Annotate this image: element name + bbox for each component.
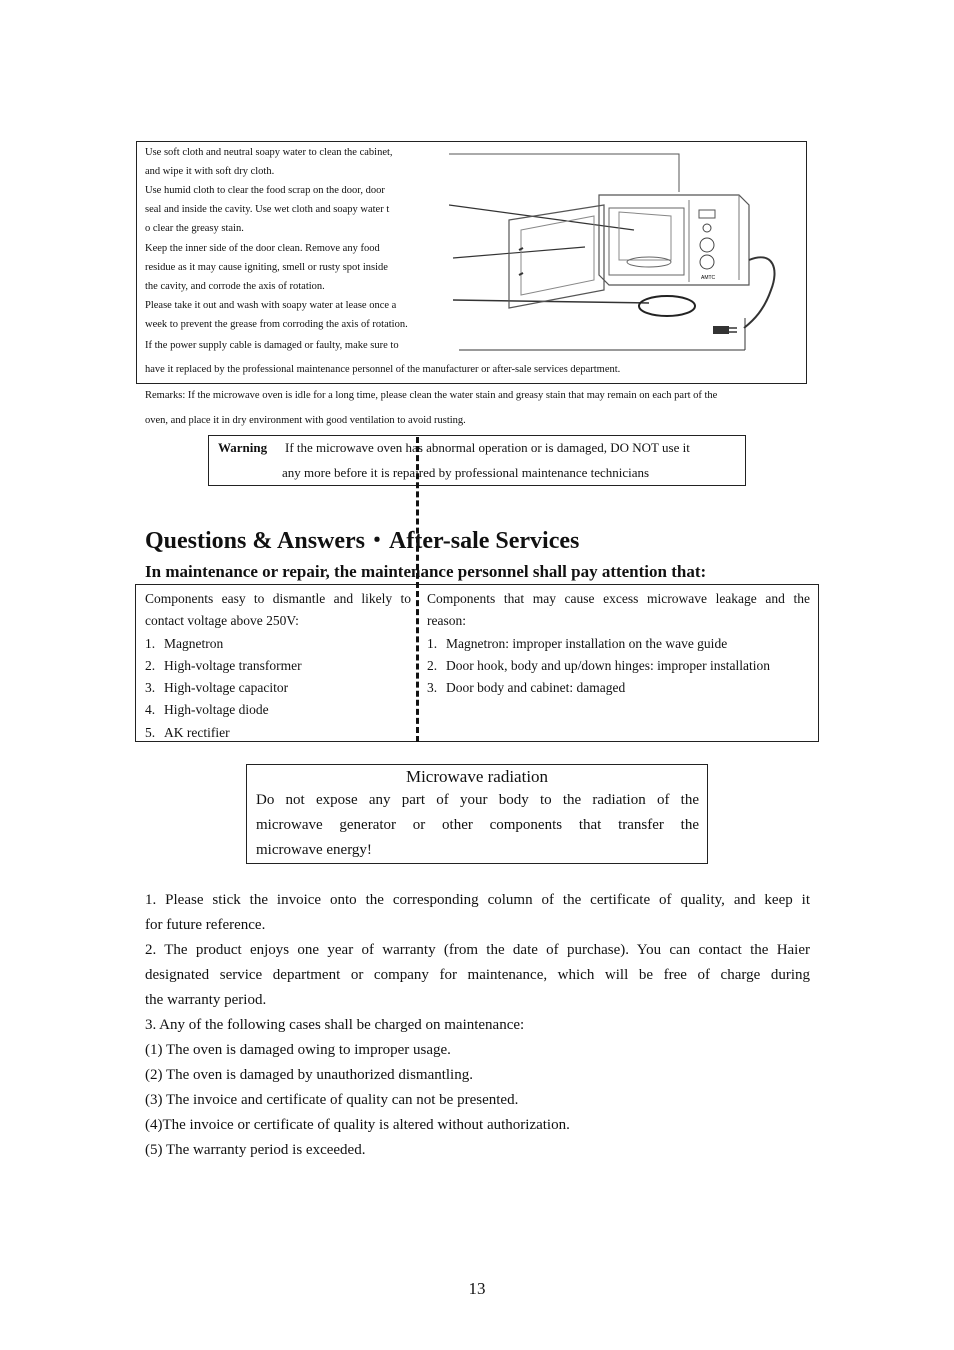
list-item: 1. Magnetron <box>145 635 224 651</box>
page-number: 13 <box>468 1279 486 1298</box>
remarks-line-1: Remarks: If the microwave oven is idle for a long time, please clean the water stain and greasy stain that may remain on each part of the <box>145 390 718 401</box>
list-item: 2. Door hook, body and up/down hinges: improper installation <box>427 657 770 673</box>
warranty-case: (3) The invoice and certificate of quality can not be presented. <box>145 1092 519 1108</box>
warranty-line: 1. Please stick the invoice onto the corresponding column of the certificate of quality, and keep it <box>145 892 810 908</box>
warranty-line: designated service department or company for maintenance, which will be free of charge during <box>145 967 810 983</box>
left-header-line-1: Components easy to dismantle and likely to <box>145 591 411 606</box>
radiation-line-1: Do not expose any part of your body to the radiation of the <box>256 792 699 808</box>
warning-line-2: any more before it is repaired by professional maintenance technicians <box>282 465 650 480</box>
cleaning-line: residue as it may cause igniting, smell or rusty spot inside <box>145 262 388 273</box>
components-right-column <box>427 588 810 699</box>
warranty-line: the warranty period. <box>145 992 267 1008</box>
list-item: 3. High-voltage capacitor <box>145 680 289 696</box>
radiation-line-3: microwave energy! <box>256 842 372 858</box>
list-item: 1. Magnetron: improper installation on the wave guide <box>427 635 728 651</box>
list-item: 2. High-voltage transformer <box>145 657 302 673</box>
section-subtitle: In maintenance or repair, the maintenance personnel shall pay attention that: <box>145 562 707 581</box>
warning-box <box>208 435 746 486</box>
cleaning-line: week to prevent the grease from corroding the axis of rotation. <box>145 319 408 330</box>
warranty-line: for future reference. <box>145 917 266 933</box>
page-title: Questions & Answers・After-sale Services <box>145 528 580 554</box>
list-item: 4. High-voltage diode <box>145 702 269 718</box>
cleaning-line: Please take it out and wash with soapy water at lease once a <box>145 300 397 311</box>
warning-label: Warning <box>218 440 268 455</box>
warranty-case: (1) The oven is damaged owing to improper usage. <box>145 1042 451 1058</box>
list-item: 3. Door body and cabinet: damaged <box>427 680 626 696</box>
warranty-case: (4)The invoice or certificate of quality is altered without authorization. <box>145 1117 570 1133</box>
microwave-oven-illustration <box>449 150 789 355</box>
right-header-line-2: reason: <box>427 613 466 629</box>
components-left-column <box>145 588 411 744</box>
cleaning-line: and wipe it with soft dry cloth. <box>145 166 275 177</box>
remarks-line-2: oven, and place it in dry environment with good ventilation to avoid rusting. <box>145 415 466 426</box>
cleaning-line: the cavity, and corrode the axis of rotation. <box>145 281 325 292</box>
warning-line-1: If the microwave oven has abnormal operation or is damaged, DO NOT use it <box>285 440 690 455</box>
radiation-box <box>246 764 708 864</box>
cleaning-line: o clear the greasy stain. <box>145 223 244 234</box>
components-table <box>135 584 819 742</box>
cleaning-line: Keep the inner side of the door clean. Remove any food <box>145 243 380 254</box>
dashed-divider <box>416 437 419 742</box>
cleaning-instructions-box <box>136 141 807 384</box>
warranty-case: (5) The warranty period is exceeded. <box>145 1142 366 1158</box>
warranty-line: 2. The product enjoys one year of warranty (from the date of purchase). You can contact the Haier <box>145 942 810 958</box>
warranty-line: 3. Any of the following cases shall be charged on maintenance: <box>145 1017 525 1033</box>
cleaning-line: seal and inside the cavity. Use wet cloth and soapy water t <box>145 204 390 215</box>
radiation-line-2: microwave generator or other components that transfer the <box>256 817 699 833</box>
list-item: 5. AK rectifier <box>145 724 230 740</box>
cleaning-line: Use humid cloth to clear the food scrap on the door, door <box>145 185 385 196</box>
radiation-title: Microwave radiation <box>405 767 549 786</box>
brand-mark: AMTC <box>701 275 716 281</box>
cleaning-line: If the power supply cable is damaged or faulty, make sure to <box>145 340 399 351</box>
left-header-line-2: contact voltage above 250V: <box>145 613 299 629</box>
warranty-case: (2) The oven is damaged by unauthorized dismantling. <box>145 1067 473 1083</box>
cleaning-line: Use soft cloth and neutral soapy water to clean the cabinet, <box>145 147 393 158</box>
warranty-text <box>145 888 810 1163</box>
right-header-line-1: Components that may cause excess microwave leakage and the <box>427 591 810 606</box>
cleaning-last-line: have it replaced by the professional maintenance personnel of the manufacturer or after-sale services department. <box>145 364 621 375</box>
